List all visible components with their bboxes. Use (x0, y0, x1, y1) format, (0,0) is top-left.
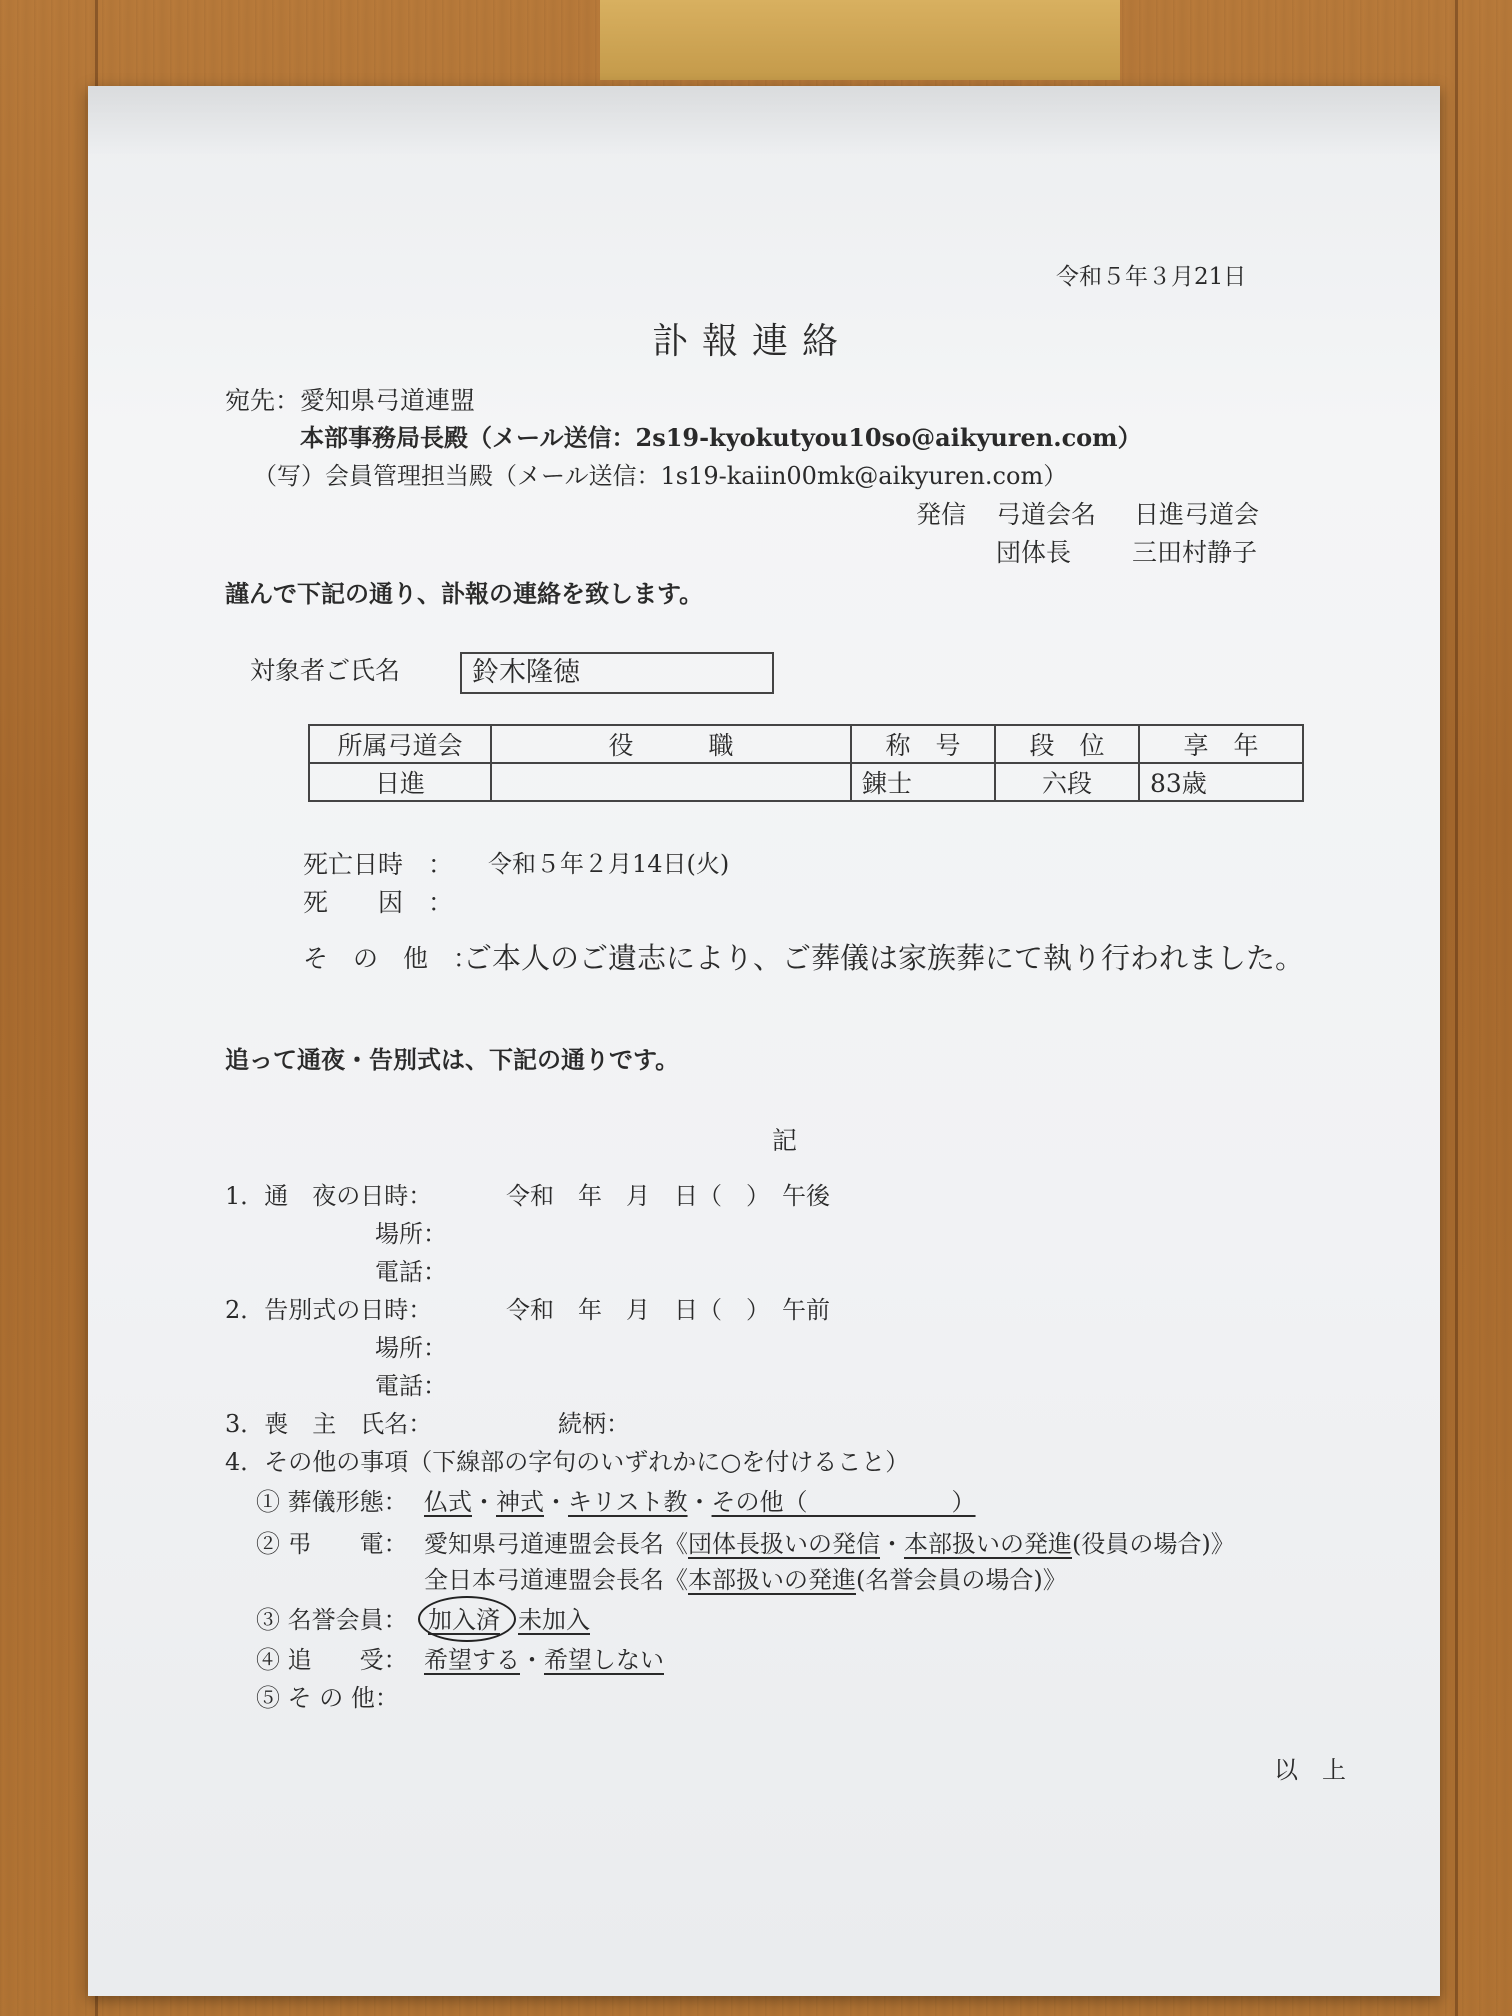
honorary-option-selected: 加入済 (428, 1606, 500, 1634)
separator: ・ (544, 1488, 568, 1516)
telegram-suffix: (名誉会員の場合)》 (856, 1566, 1067, 1594)
telegram-label: ② 弔 電： (256, 1530, 408, 1558)
telegram-prefix: 全日本弓道連盟会長名《 (424, 1566, 688, 1594)
addressee-line-3: （写）会員管理担当殿（メール送信：1s19-kaiin00mk@aikyuren.com） (253, 462, 1068, 490)
wake-place-label: 場所： (375, 1220, 447, 1248)
wake-label: 1．通 夜の日時： (225, 1182, 433, 1210)
funeral-phone-label: 電話： (375, 1372, 447, 1400)
table-header-cell: 役 職 (491, 725, 851, 763)
honorary-label: ③ 名誉会員： (256, 1606, 408, 1634)
wake-phone-label: 電話： (375, 1258, 447, 1286)
table-cell: 日進 (309, 763, 491, 801)
telegram-prefix: 愛知県弓道連盟会長名《 (424, 1530, 688, 1558)
floor-seam (1455, 0, 1458, 2016)
funeral-value: 令和 年 月 日（ ） 午前 (506, 1296, 830, 1324)
table-row (309, 763, 1303, 801)
table-cell: 六段 (995, 763, 1139, 801)
document-title: 訃報連絡 (652, 321, 853, 362)
form-option: その他（ ） (711, 1488, 976, 1516)
intro-text: 謹んで下記の通り、訃報の連絡を致します。 (225, 579, 704, 608)
table-header-cell: 段 位 (995, 725, 1139, 763)
memorial-options (424, 1648, 664, 1672)
funeral-label: 2．告別式の日時： (225, 1296, 433, 1324)
info-table (308, 724, 1304, 802)
end-mark: 以 上 (1274, 1756, 1346, 1784)
form-option: 仏式 (424, 1488, 472, 1516)
background-object (600, 0, 1120, 80)
form-option: キリスト教 (568, 1488, 688, 1516)
table-cell: 83歳 (1139, 763, 1303, 801)
other-items-label: 4．その他の事項（下線部の字句のいずれかに○を付けること） (225, 1448, 910, 1476)
memorial-label: ④ 追 受： (256, 1646, 408, 1674)
funeral-form-label: ① 葬儀形態： (256, 1488, 408, 1516)
memorial-option: 希望する (424, 1646, 520, 1674)
table-header-cell: 享 年 (1139, 725, 1303, 763)
subject-label: 対象者ご氏名 (250, 656, 401, 685)
addressee-line-2: 本部事務局長殿（メール送信：2s19-kyokutyou10so@aikyuren.com） (300, 423, 1142, 452)
separator: ・ (880, 1530, 904, 1558)
sender-head-label: 団体長 (996, 538, 1072, 567)
subject-name-box: 鈴木隆徳 (460, 652, 774, 694)
death-date-label: 死亡日時 ： (303, 850, 454, 879)
telegram-line-1 (424, 1532, 1235, 1556)
death-other-label: そ の 他 ： (303, 944, 479, 973)
telegram-option: 本部扱いの発進 (688, 1566, 856, 1594)
wake-value: 令和 年 月 日（ ） 午後 (506, 1182, 830, 1210)
separator: ・ (472, 1488, 496, 1516)
table-cell (491, 763, 851, 801)
funeral-place-label: 場所： (375, 1334, 447, 1362)
selection-circle (418, 1596, 516, 1642)
table-header-row (309, 725, 1303, 763)
relation-label: 続柄： (558, 1410, 630, 1438)
death-date: 令和５年２月14日(火) (488, 850, 730, 878)
table-cell: 錬士 (851, 763, 995, 801)
death-cause-label: 死 因 ： (303, 888, 454, 917)
sender-club-label: 弓道会名 (996, 500, 1097, 529)
telegram-suffix: (役員の場合)》 (1072, 1530, 1235, 1558)
table-header-cell: 称 号 (851, 725, 995, 763)
mourner-label: 3．喪 主 氏名： (225, 1410, 433, 1438)
sender-head: 三田村静子 (1132, 538, 1258, 567)
document-date: 令和５年３月21日 (1056, 264, 1247, 290)
followup-text: 追って通夜・告別式は、下記の通りです。 (225, 1045, 680, 1074)
telegram-line-2 (424, 1568, 1067, 1592)
separator: ・ (687, 1488, 712, 1516)
misc-label: ⑤ そ の 他： (256, 1684, 399, 1712)
notice-paper (88, 86, 1440, 1996)
sender-club: 日進弓道会 (1134, 500, 1260, 529)
honorary-option: 未加入 (518, 1606, 590, 1634)
death-other: ご本人のご遺志により、ご葬儀は家族葬にて執り行われました。 (463, 941, 1305, 975)
addressee-line-1: 宛先：愛知県弓道連盟 (225, 386, 476, 415)
separator: ・ (520, 1646, 544, 1674)
funeral-form-options (424, 1490, 976, 1514)
telegram-option: 団体長扱いの発信 (688, 1530, 880, 1558)
table-header-cell: 所属弓道会 (309, 725, 491, 763)
sender-label: 発信 (916, 500, 967, 529)
ki-heading: 記 (772, 1126, 798, 1155)
form-option: 神式 (496, 1488, 544, 1516)
telegram-option: 本部扱いの発進 (904, 1530, 1072, 1558)
memorial-option: 希望しない (544, 1646, 664, 1674)
paper-fold (88, 86, 1440, 156)
